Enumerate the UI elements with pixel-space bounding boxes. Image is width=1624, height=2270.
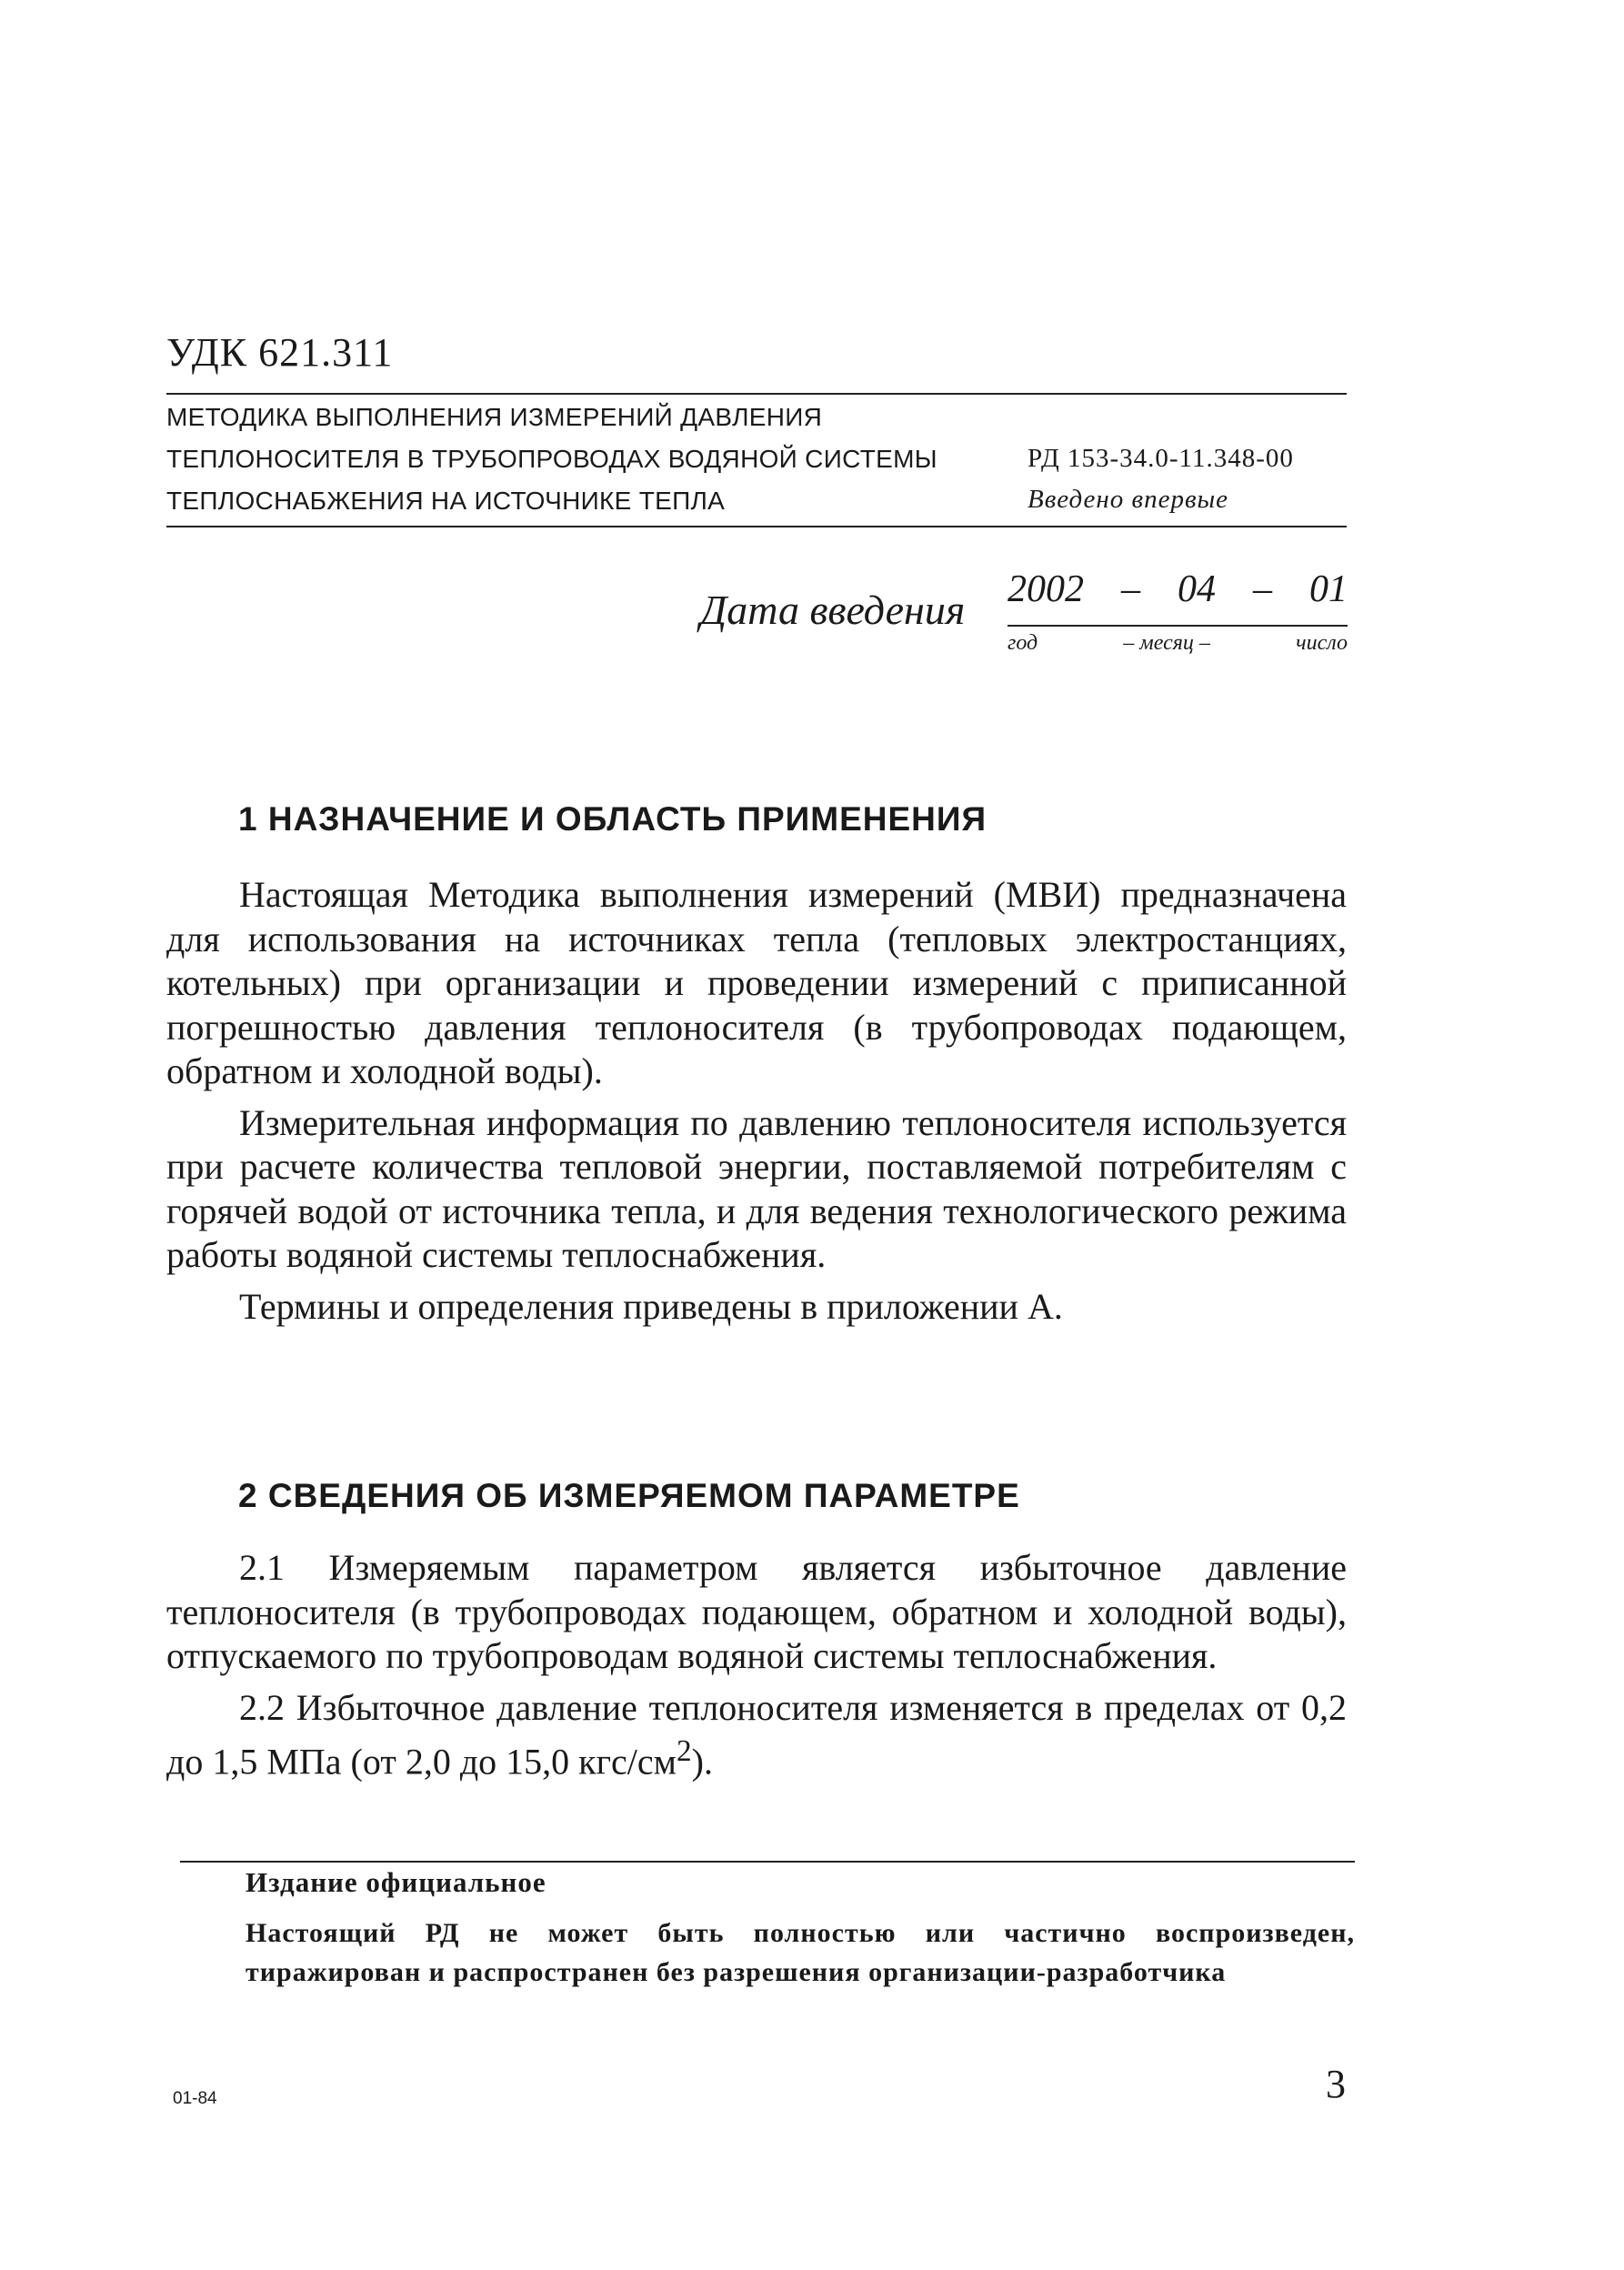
title-line-2: ТЕПЛОНОСИТЕЛЯ В ТРУБОПРОВОДАХ ВОДЯНОЙ СИСТЕМЫ xyxy=(166,445,937,473)
date-rule xyxy=(1007,625,1348,627)
rd-status: Введено впервые xyxy=(1028,485,1229,514)
section-1-paragraph-2: Измерительная информация по давлению теплоносителя используется при расчете количества тепловой энергии, поставляемой потребителям с горячей водой от источника тепла, и для ведения технологического режима работы водяной системы теплоснабжения. xyxy=(166,1101,1347,1275)
header-bottom-rule xyxy=(166,526,1347,527)
date-caption-month: – месяц – xyxy=(1123,631,1210,655)
section-1-paragraph-1: Настоящая Методика выполнения измерений (МВИ) предназначена для использования на источниках тепла (тепловых электростанциях, котельных) при организации и проведении измерений с приписанной погрешностью давления теплоносителя (в трубопроводах подающем, обратном и холодной воды). xyxy=(166,874,1347,1091)
section-2-paragraph-2-tail: ). xyxy=(691,1741,713,1783)
footer-rule xyxy=(180,1861,1355,1863)
section-1-body xyxy=(166,873,1347,1336)
date-caption-day: число xyxy=(1296,631,1348,655)
title-line-1: МЕТОДИКА ВЫПОЛНЕНИЯ ИЗМЕРЕНИЙ ДАВЛЕНИЯ xyxy=(166,403,823,431)
date-year: 2002 xyxy=(1007,568,1084,610)
date-day: 01 xyxy=(1309,568,1348,610)
section-2-paragraph-2-text: 2.2 Избыточное давление теплоносителя изменяется в пределах от 0,2 до 1,5 МПа (от 2,0 до 15,0 кгс/см xyxy=(166,1686,1347,1783)
rd-code: РД 153-34.0-11.348-00 xyxy=(1028,444,1294,473)
section-2-heading: 2 СВЕДЕНИЯ ОБ ИЗМЕРЯЕМОМ ПАРАМЕТРЕ xyxy=(238,1477,1020,1514)
date-dash-2: – xyxy=(1253,568,1272,610)
document-title xyxy=(166,397,937,522)
section-1-paragraph-3: Термины и определения приведены в приложении А. xyxy=(239,1285,1063,1327)
official-edition-label: Издание официальное xyxy=(246,1866,546,1898)
date-dash-1: – xyxy=(1121,568,1140,610)
header-top-rule xyxy=(166,393,1347,395)
section-2-paragraph-2 xyxy=(166,1686,1347,1784)
date-label: Дата введения xyxy=(700,587,966,633)
date-month: 04 xyxy=(1178,568,1216,610)
date-value xyxy=(1007,568,1348,611)
superscript-2: 2 xyxy=(676,1734,692,1768)
section-1-heading: 1 НАЗНАЧЕНИЕ И ОБЛАСТЬ ПРИМЕНЕНИЯ xyxy=(238,800,987,838)
section-2-paragraph-1: 2.1 Измеряемым параметром является избыточное давление теплоносителя (в трубопроводах подающем, обратном и холодной воды), отпускаемого по трубопроводам водяной системы теплоснабжения. xyxy=(166,1547,1347,1676)
print-code: 01-84 xyxy=(173,2089,217,2108)
page-number: 3 xyxy=(1326,2062,1346,2106)
date-caption xyxy=(1007,631,1348,656)
copyright-notice: Настоящий РД не может быть полностью или частично воспроизведен, тиражирован и распространен без разрешения организации-разработчика xyxy=(246,1918,1355,1987)
date-caption-year: год xyxy=(1007,631,1038,655)
title-line-3: ТЕПЛОСНАБЖЕНИЯ НА ИСТОЧНИКЕ ТЕПЛА xyxy=(166,487,726,515)
section-2-body xyxy=(166,1546,1347,1792)
udk-code: УДК 621.311 xyxy=(166,330,394,375)
